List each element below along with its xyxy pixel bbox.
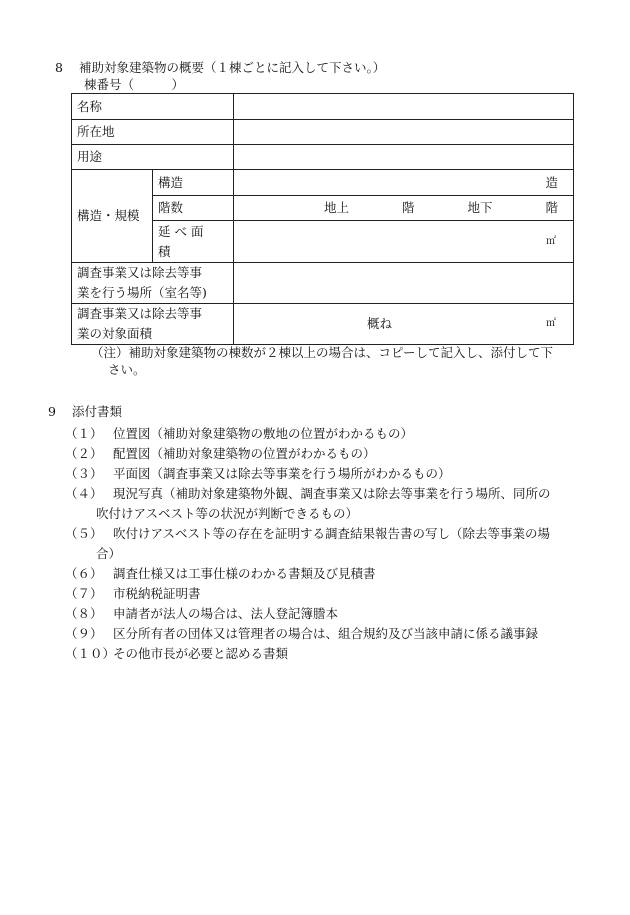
list-item: （５） 吹付けアスベスト等の存在を証明する調査結果報告書の写し（除去等事業の場 合） — [65, 526, 551, 561]
name-field[interactable] — [234, 94, 574, 120]
list-item: （１０） その他市長が必要と認める書類 — [65, 646, 289, 661]
structure-suffix: 造 — [545, 174, 559, 190]
section-8-number: 8 — [55, 60, 63, 75]
note — [91, 344, 591, 378]
building-summary-table — [71, 93, 574, 345]
list-item: （２） 配置図（補助対象建築物の位置がわかるもの） — [65, 446, 376, 461]
floors-label: 階数 — [153, 196, 234, 221]
list-item: （４） 現況写真（補助対象建築物外観、調査事業又は除去等事業を行う場所、同所の 吹付けアスベスト等の状況が判断できるもの） — [65, 486, 551, 521]
floor-unit-above: 階 — [402, 200, 415, 215]
target-area-label-line2: 業の対象面積 — [77, 326, 153, 341]
location-field[interactable] — [234, 120, 574, 145]
area-unit: ㎡ — [546, 235, 557, 247]
use-label: 用途 — [72, 145, 234, 170]
structure-field[interactable] — [234, 170, 574, 196]
name-label: 名称 — [72, 94, 234, 120]
structure-label: 構造 — [153, 170, 234, 196]
target-area-field[interactable] — [234, 304, 574, 345]
list-item: （１） 位置図（補助対象建築物の敷地の位置がわかるもの） — [65, 426, 414, 441]
list-item: （３） 平面図（調査事業又は除去等事業を行う場所がわかるもの） — [65, 466, 451, 481]
total-area-field[interactable] — [234, 221, 574, 263]
floor-unit-below: 階 — [545, 200, 558, 215]
target-area-label — [72, 304, 234, 345]
note-line2: さい。 — [108, 362, 146, 377]
list-item: （８） 申請者が法人の場合は、法人登記簿謄本 — [65, 606, 339, 621]
above-ground-label: 地上 — [324, 200, 350, 215]
total-area-label — [153, 221, 234, 263]
total-area-label-line2: 積 — [158, 243, 171, 259]
structure-scale-label: 構造・規模 — [72, 170, 153, 263]
survey-place-label — [72, 263, 234, 304]
building-number-label: 棟番号（ ） — [84, 77, 185, 92]
below-ground-label: 地下 — [467, 200, 493, 215]
list-item: （６） 調査仕様又は工事仕様のわかる書類及び見積書 — [65, 566, 376, 581]
section-8-heading — [55, 60, 385, 76]
floors-field[interactable] — [234, 196, 574, 221]
location-label: 所在地 — [72, 120, 234, 145]
area-unit-2: ㎡ — [546, 318, 557, 329]
approx-label: 概ね — [367, 316, 393, 331]
target-area-label-line1: 調査事業又は除去等事 — [77, 306, 203, 321]
survey-place-label-line1: 調査事業又は除去等事 — [77, 265, 203, 280]
attachment-list — [65, 424, 595, 664]
survey-place-label-line2: 業を行う場所（室名等) — [77, 285, 207, 300]
note-line1: （注）補助対象建築物の棟数が２棟以上の場合は、コピーして記入し、添付して下 — [91, 345, 554, 360]
section-9-title: 添付書類 — [72, 404, 123, 419]
list-item: （７） 市税納税証明書 — [65, 586, 201, 601]
section-9-heading — [48, 404, 122, 420]
survey-place-field[interactable] — [234, 263, 574, 304]
section-8-title: 補助対象建築物の概要（１棟ごとに記入して下さい。） — [79, 60, 386, 75]
total-area-label-line1: 延 べ 面 — [158, 223, 204, 239]
section-9-number: 9 — [48, 404, 56, 419]
list-item: （９） 区分所有者の団体又は管理者の場合は、組合規約及び当該申請に係る議事録 — [65, 626, 539, 641]
use-field[interactable] — [234, 145, 574, 170]
